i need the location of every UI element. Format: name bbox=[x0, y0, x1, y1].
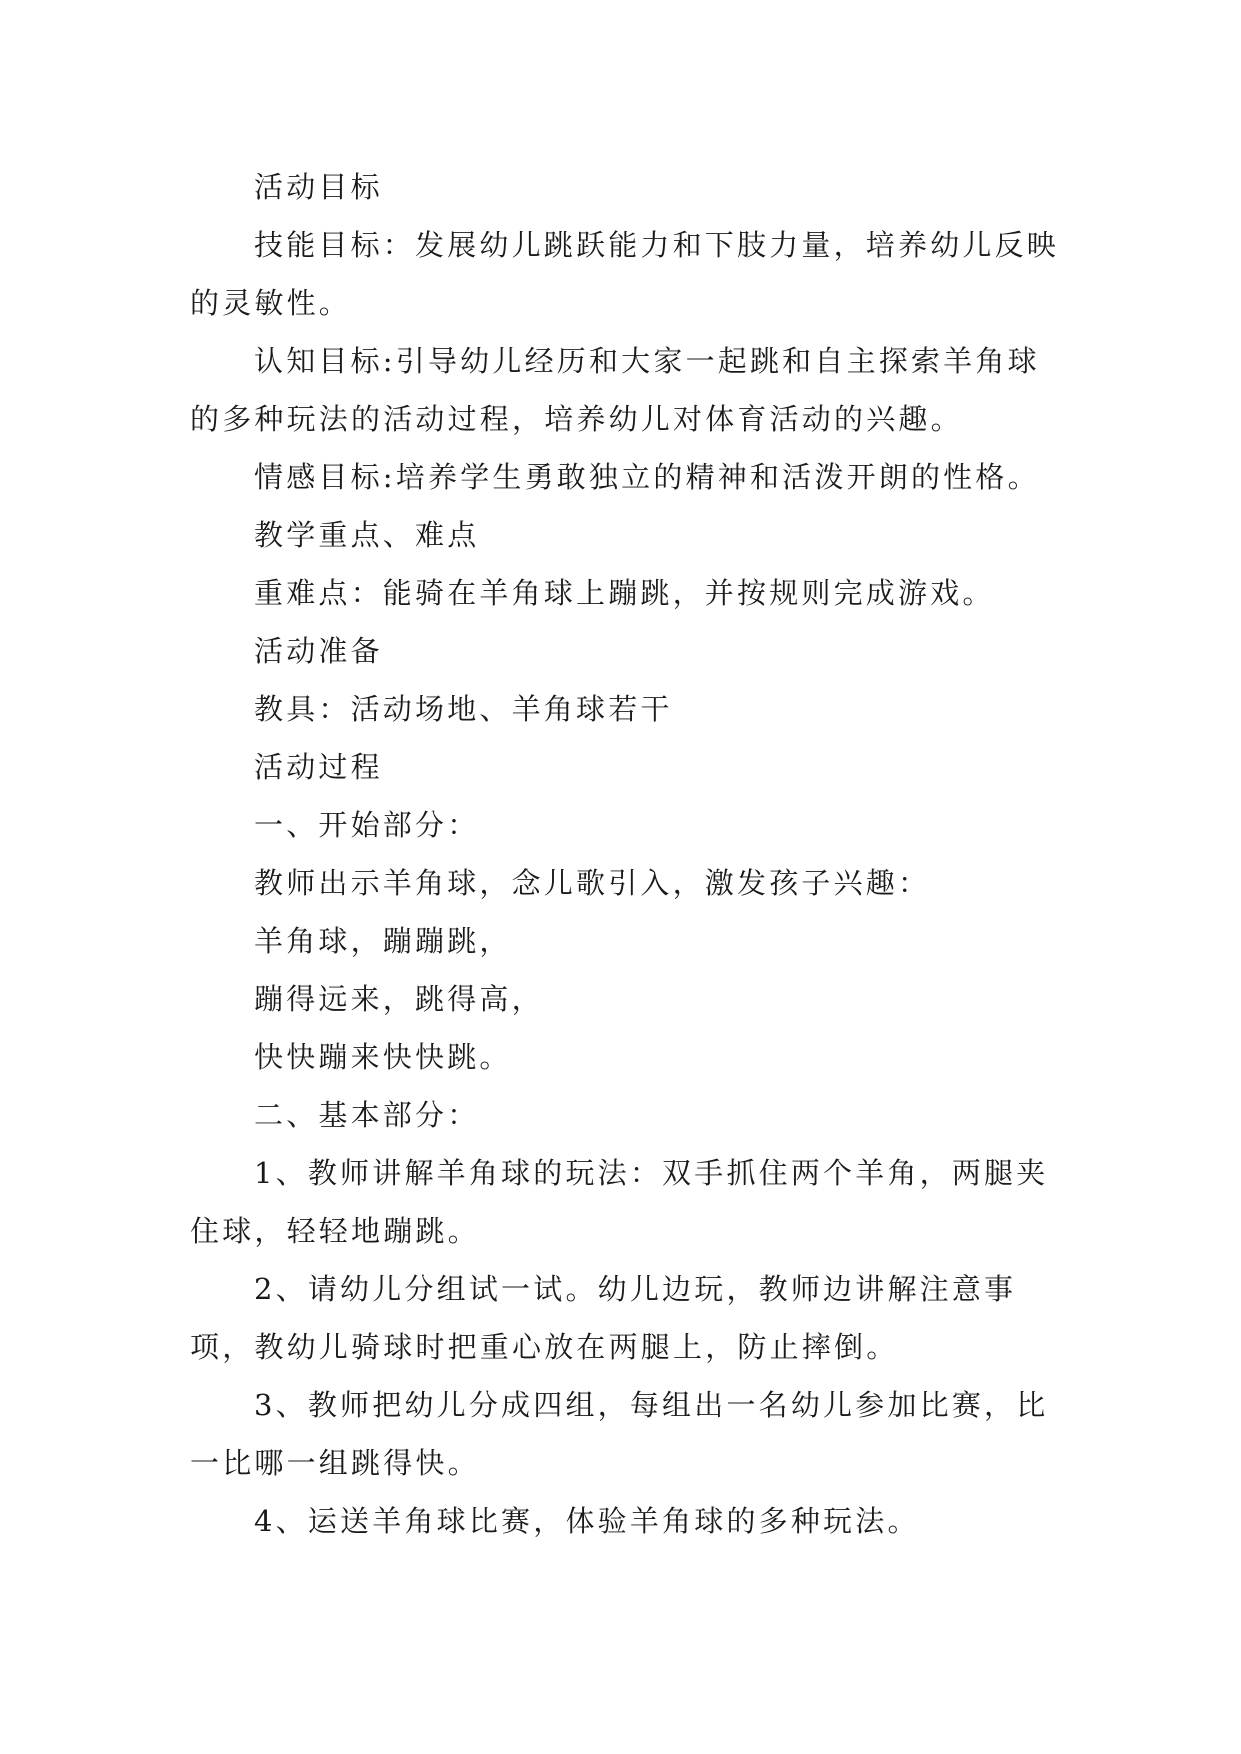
rhyme-line-1: 羊角球，蹦蹦跳， bbox=[254, 924, 512, 958]
document-body bbox=[190, 158, 1070, 1550]
heading-part-one: 一、开始部分： bbox=[254, 808, 480, 842]
heading-part-two: 二、基本部分： bbox=[254, 1098, 480, 1132]
paragraph-introduction: 教师出示羊角球，念儿歌引入，激发孩子兴趣： bbox=[254, 866, 931, 900]
paragraph-emotional-goal: 情感目标:培养学生勇敢独立的精神和活泼开朗的性格。 bbox=[254, 460, 1040, 494]
list-item-4: 4、运送羊角球比赛，体验羊角球的多种玩法。 bbox=[254, 1504, 920, 1538]
heading-preparation: 活动准备 bbox=[254, 634, 383, 668]
heading-activity-goals: 活动目标 bbox=[254, 170, 383, 204]
heading-key-points: 教学重点、难点 bbox=[254, 518, 480, 552]
paragraph-key-difficulty: 重难点：能骑在羊角球上蹦跳，并按规则完成游戏。 bbox=[254, 576, 995, 610]
rhyme-line-3: 快快蹦来快快跳。 bbox=[254, 1040, 512, 1074]
rhyme-line-2: 蹦得远来，跳得高， bbox=[254, 982, 544, 1016]
heading-activity-process: 活动过程 bbox=[254, 750, 383, 784]
paragraph-skill-goal: 技能目标：发展幼儿跳跃能力和下肢力量，培养幼儿反映的灵敏性。 bbox=[190, 228, 1060, 320]
list-item-3: 3、教师把幼儿分成四组，每组出一名幼儿参加比赛，比一比哪一组跳得快。 bbox=[190, 1388, 1049, 1480]
list-item-1: 1、教师讲解羊角球的玩法：双手抓住两个羊角，两腿夹住球，轻轻地蹦跳。 bbox=[190, 1156, 1049, 1248]
list-item-2: 2、请幼儿分组试一试。幼儿边玩，教师边讲解注意事项，教幼儿骑球时把重心放在两腿上，防止摔倒。 bbox=[190, 1272, 1017, 1364]
paragraph-cognitive-goal: 认知目标:引导幼儿经历和大家一起跳和自主探索羊角球的多种玩法的活动过程，培养幼儿对体育活动的兴趣。 bbox=[190, 344, 1040, 436]
paragraph-teaching-aids: 教具：活动场地、羊角球若干 bbox=[254, 692, 673, 726]
